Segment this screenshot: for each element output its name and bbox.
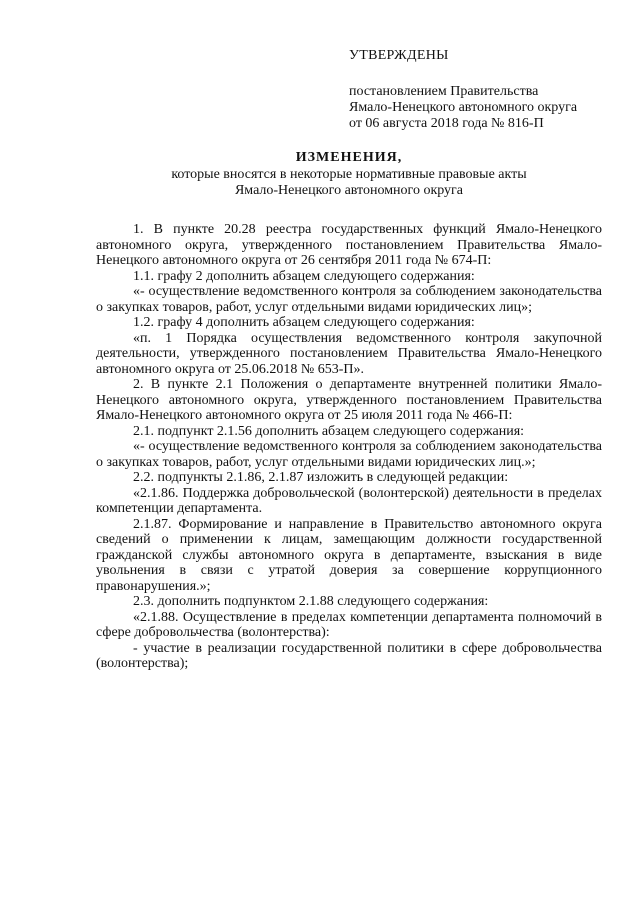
paragraph: 2.1. подпункт 2.1.56 дополнить абзацем следующего содержания: xyxy=(133,423,525,439)
approval-line: постановлением Правительства xyxy=(349,84,539,99)
paragraph: «- осуществление ведомственного контроля за соблюдением законодательства о закупках товаров, работ, услуг отдельными видами юридических лиц»; xyxy=(96,284,602,315)
paragraph: 1. В пункте 20.28 реестра государственных функций Ямало-Ненецкого автономного округа, утвержденного постановлением Правительства Ямало-Ненецкого автономного округа от 26 сентября 2011 года № 674-П: xyxy=(96,222,602,268)
approval-block xyxy=(349,48,629,132)
paragraph: 2.1.87. Формирование и направление в Правительство автономного округа сведений о применении к лицам, замещающим должности государственной гражданской службы автономного округа в департаменте, взыскания в виде увольнения в связи с утратой доверия за совершение коррупционного правонарушения.»; xyxy=(96,516,602,594)
paragraph: - участие в реализации государственной политики в сфере добровольчества (волонтерства); xyxy=(96,640,602,671)
approval-line: от 06 августа 2018 года № 816-П xyxy=(349,116,544,131)
paragraph: 2.3. дополнить подпунктом 2.1.88 следующего содержания: xyxy=(133,594,489,609)
document-body xyxy=(96,222,602,672)
paragraph: «2.1.86. Поддержка добровольческой (волонтерской) деятельности в пределах компетенции департамента. xyxy=(96,485,602,516)
document-subtitle: которые вносятся в некоторые нормативные правовые акты xyxy=(171,167,527,182)
paragraph: «2.1.88. Осуществление в пределах компетенции департамента полномочий в сфере добровольчества (волонтерства): xyxy=(96,609,602,640)
approval-heading: УТВЕРЖДЕНЫ xyxy=(349,48,449,63)
paragraph: 1.1. графу 2 дополнить абзацем следующего содержания: xyxy=(133,268,475,284)
paragraph: 2. В пункте 2.1 Положения о департаменте внутренней политики Ямало-Ненецкого автономного округа, утвержденного постановлением Правительства Ямало-Ненецкого автономного округа от 25 июля 2011 года № 466-П: xyxy=(96,377,602,423)
paragraph: «п. 1 Порядка осуществления ведомственного контроля закупочной деятельности, утвержденного постановлением Правительства Ямало-Ненецкого автономного округа от 25.06.2018 № 653-П». xyxy=(96,330,602,377)
approval-line: Ямало-Ненецкого автономного округа xyxy=(349,100,578,115)
paragraph: 2.2. подпункты 2.1.86, 2.1.87 изложить в следующей редакции: xyxy=(133,470,509,485)
paragraph: «- осуществление ведомственного контроля за соблюдением законодательства о закупках товаров, работ, услуг отдельными видами юридических лиц.»; xyxy=(96,439,602,470)
title-block xyxy=(96,150,602,199)
document-title: ИЗМЕНЕНИЯ, xyxy=(295,150,403,165)
document-subtitle: Ямало-Ненецкого автономного округа xyxy=(234,183,464,198)
paragraph: 1.2. графу 4 дополнить абзацем следующего содержания: xyxy=(133,315,475,330)
